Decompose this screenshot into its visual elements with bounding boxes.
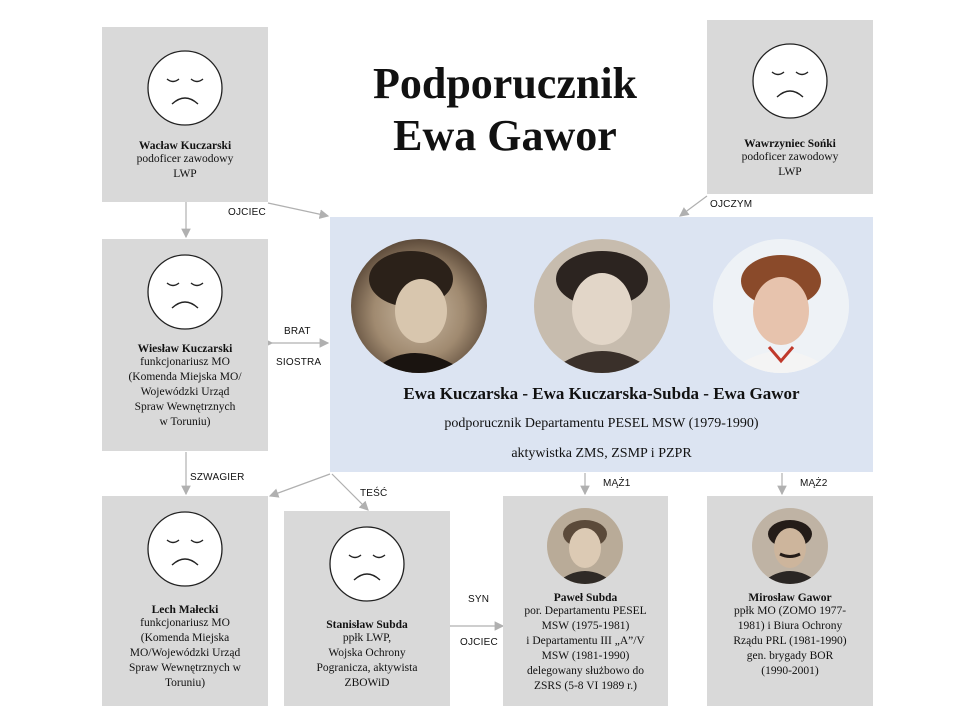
person-desc: i Departamentu III „A”/V bbox=[526, 635, 645, 647]
main-person-line1: podporucznik Departamentu PESEL MSW (1979-1990) bbox=[444, 416, 759, 431]
person-card-pawel bbox=[503, 496, 668, 706]
relation-label-syn: SYN bbox=[468, 594, 490, 605]
person-desc: podoficer zawodowy bbox=[136, 153, 234, 165]
sad-face-icon bbox=[146, 510, 224, 588]
person-card-wieslaw bbox=[102, 239, 268, 451]
person-desc: Spraw Wewnętrznych w bbox=[129, 662, 241, 674]
person-desc: MSW (1981-1990) bbox=[541, 650, 630, 662]
person-desc: Rządu PRL (1981-1990) bbox=[733, 635, 847, 647]
photo-middle-icon bbox=[534, 239, 670, 373]
person-desc: (Komenda Miejska MO/ bbox=[128, 371, 242, 383]
relation-label-szwagier: SZWAGIER bbox=[190, 472, 245, 483]
person-name: Wawrzyniec Sońki bbox=[744, 138, 836, 150]
person-desc: 1981) i Biura Ochrony bbox=[737, 620, 843, 632]
relation-label-siostra: SIOSTRA bbox=[276, 357, 322, 368]
relation-label-tesc: TEŚĆ bbox=[360, 488, 388, 499]
main-person-line2: aktywistka ZMS, ZSMP i PZPR bbox=[511, 446, 692, 461]
relation-label-ojciec: OJCIEC bbox=[228, 207, 266, 218]
person-desc: ppłk LWP, bbox=[342, 632, 392, 644]
photo-young-icon bbox=[351, 239, 487, 373]
person-card-waclaw bbox=[102, 27, 268, 202]
person-desc: podoficer zawodowy bbox=[741, 151, 839, 163]
person-desc: delegowany służbowo do bbox=[527, 665, 644, 677]
relation-label-maz1: MĄŻ1 bbox=[603, 478, 631, 489]
person-name: Mirosław Gawor bbox=[748, 592, 832, 604]
sad-face-icon bbox=[146, 253, 224, 331]
main-person-panel bbox=[330, 217, 873, 472]
person-desc: MSW (1975-1981) bbox=[541, 620, 630, 632]
person-card-lech bbox=[102, 496, 268, 706]
arrow-ewa-lech bbox=[270, 474, 330, 496]
sad-face-icon bbox=[146, 49, 224, 127]
person-desc: (Komenda Miejska bbox=[140, 632, 230, 644]
person-desc: gen. brygady BOR bbox=[746, 650, 834, 662]
title-line1: Podporucznik bbox=[372, 59, 638, 108]
person-desc: ZBOWiD bbox=[344, 677, 390, 689]
photo-recent-icon bbox=[713, 239, 849, 373]
photo-pawel-icon bbox=[547, 508, 623, 584]
photo-miroslaw-icon bbox=[752, 508, 828, 584]
person-desc: funkcjonariusz MO bbox=[140, 617, 230, 629]
sad-face-icon bbox=[328, 525, 406, 603]
person-desc: Wojewódzki Urząd bbox=[140, 386, 230, 398]
title-line2: Ewa Gawor bbox=[393, 111, 617, 160]
person-desc: por. Departamentu PESEL bbox=[524, 605, 647, 617]
person-desc: ZSRS (5-8 VI 1989 r.) bbox=[534, 680, 637, 692]
person-card-wawrzyniec bbox=[707, 20, 873, 194]
person-desc: Pogranicza, aktywista bbox=[316, 662, 418, 674]
person-desc: Spraw Wewnętrznych bbox=[134, 401, 236, 413]
person-name: Wacław Kuczarski bbox=[138, 140, 232, 152]
person-name: Stanisław Subda bbox=[326, 619, 408, 631]
person-desc: (1990-2001) bbox=[761, 665, 819, 677]
main-person-name: Ewa Kuczarska - Ewa Kuczarska-Subda - Ewa Gawor bbox=[403, 384, 800, 403]
person-card-miroslaw bbox=[707, 496, 873, 706]
sad-face-icon bbox=[751, 42, 829, 120]
relation-label-ojczym: OJCZYM bbox=[710, 199, 753, 210]
relation-label-maz2: MĄŻ2 bbox=[800, 478, 828, 489]
relation-label-ojciec-2: OJCIEC bbox=[460, 637, 498, 648]
arrow-waclaw-ewa bbox=[268, 203, 328, 216]
person-desc: w Toruniu) bbox=[159, 416, 211, 428]
person-desc: MO/Wojewódzki Urząd bbox=[129, 647, 241, 659]
person-desc: Toruniu) bbox=[164, 677, 206, 689]
person-desc: funkcjonariusz MO bbox=[140, 356, 230, 368]
person-name: Lech Małecki bbox=[151, 604, 219, 616]
person-desc: ppłk MO (ZOMO 1977- bbox=[733, 605, 847, 617]
person-card-stanislaw bbox=[284, 511, 450, 706]
person-desc: Wojska Ochrony bbox=[328, 647, 406, 659]
person-desc: LWP bbox=[173, 168, 197, 180]
person-name: Paweł Subda bbox=[553, 592, 618, 604]
person-desc: LWP bbox=[778, 166, 802, 178]
page-title bbox=[300, 58, 710, 162]
arrow-wawrzyniec-ewa bbox=[680, 196, 707, 216]
person-name: Wiesław Kuczarski bbox=[137, 343, 233, 355]
relation-label-brat: BRAT bbox=[284, 326, 311, 337]
